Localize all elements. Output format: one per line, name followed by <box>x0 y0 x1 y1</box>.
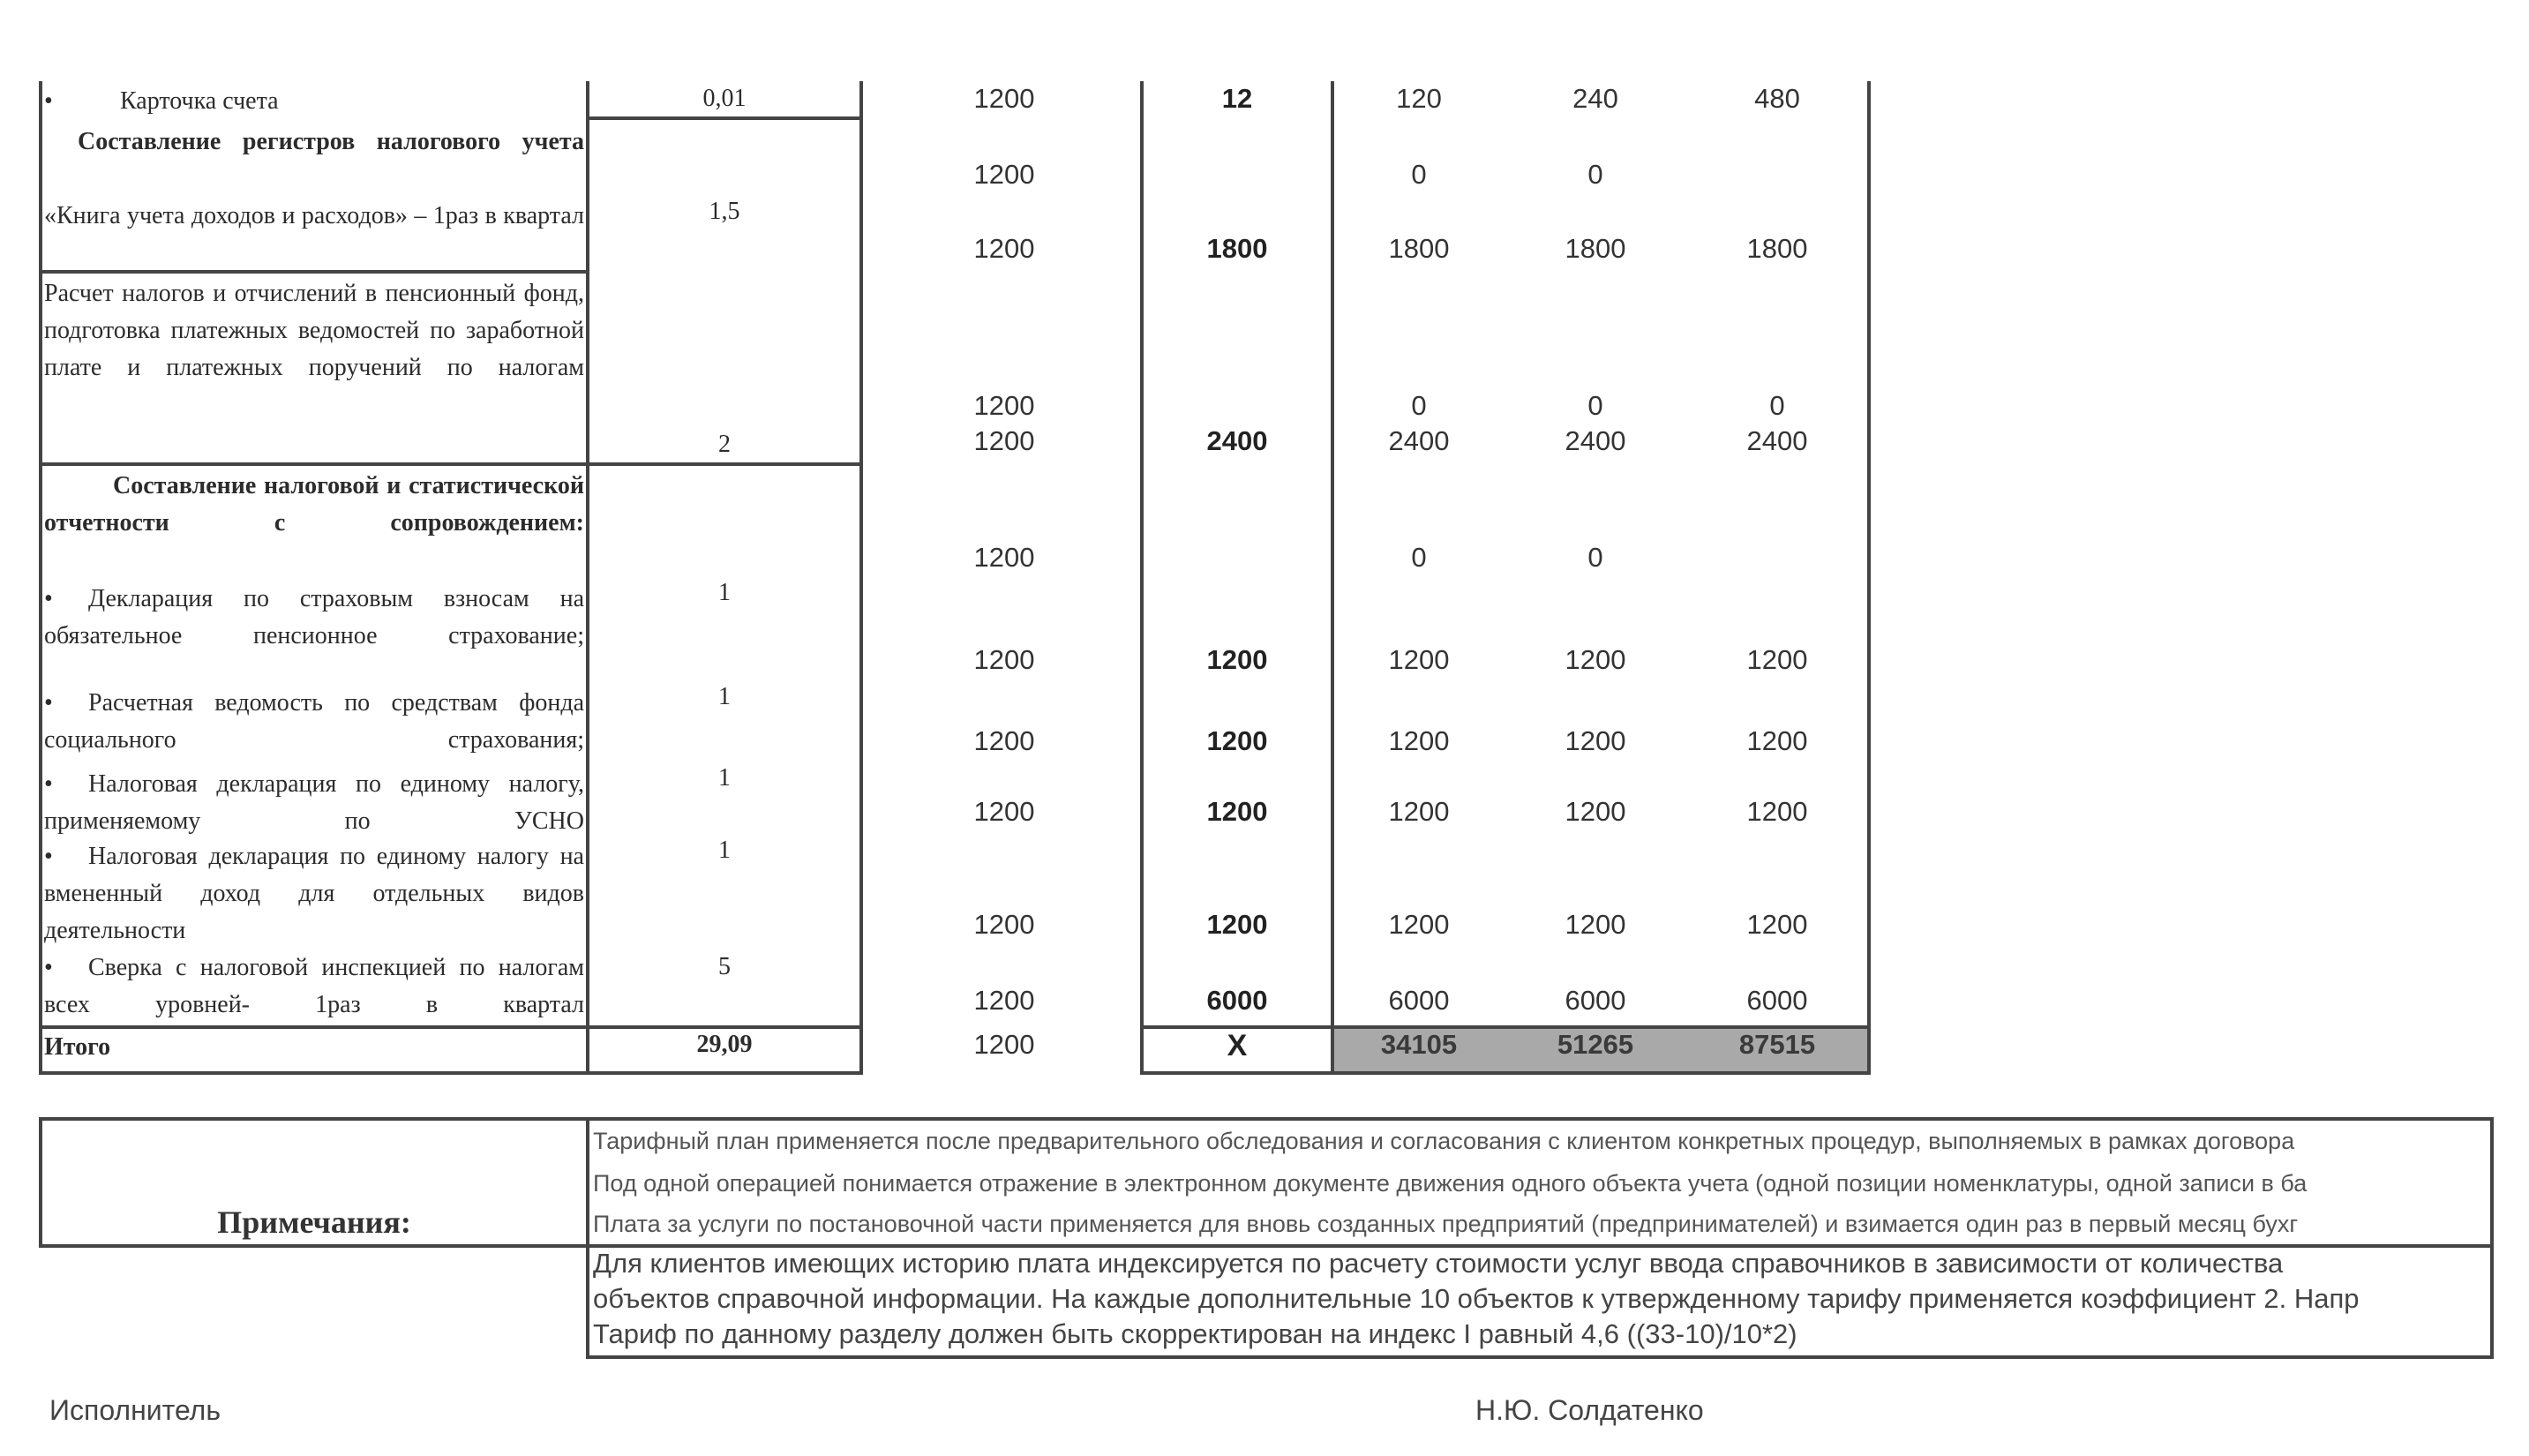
row-11-qty: 5 <box>718 953 731 980</box>
row-4-v1: 0 <box>1411 390 1427 421</box>
row-3-desc: «Книга учета доходов и расходов» – 1раз в квартал <box>44 202 584 229</box>
row-9-sum: 1200 <box>1206 796 1268 827</box>
executor-name: Н.Ю. Солдатенко <box>1475 1394 1704 1426</box>
row-5-sum: 2400 <box>1206 425 1268 456</box>
row-4-desc: Расчет налогов и отчислений в пенсионный фонд, подготовка платежных ведомостей по заработной плате и платежных поручений по налогам <box>44 280 584 381</box>
row-9-desc: • Налоговая декларация по единому налогу, применяемому по УСНО <box>44 766 584 840</box>
row-3-qty: 1,5 <box>709 198 740 225</box>
row-11-v3: 6000 <box>1746 985 1808 1016</box>
row-4-rate: 1200 <box>973 390 1035 421</box>
row-3-v2: 1800 <box>1565 233 1626 264</box>
row-11-desc: • Сверка с налоговой инспекцией по налогам всех уровней- 1раз в квартал <box>44 949 584 1024</box>
note-line-4: Для клиентов имеющих историю плата индексируется по расчету стоимости услуг ввода справочников в зависимости от количества <box>593 1248 2284 1279</box>
row-7-v1: 1200 <box>1388 644 1450 675</box>
row-10-v3: 1200 <box>1746 909 1808 940</box>
row-2-desc: Составление регистров налогового учета <box>78 128 584 155</box>
row-10-v2: 1200 <box>1565 909 1626 940</box>
row-9-v2: 1200 <box>1565 796 1626 827</box>
total-rate: 1200 <box>973 1029 1035 1060</box>
note-line-2: Под одной операцией понимается отражение в электронном документе движения одного объекта учета (одной позиции номенклатуры, одной записи в ба <box>593 1170 2308 1197</box>
row-11-rate: 1200 <box>973 985 1035 1016</box>
row-1-v3: 480 <box>1754 83 1800 114</box>
row-6-v1: 0 <box>1411 542 1427 573</box>
row-1-v1: 120 <box>1396 83 1442 114</box>
bullet-icon: • <box>44 954 53 981</box>
row-10-sum: 1200 <box>1206 909 1268 940</box>
row-1-rate: 1200 <box>973 83 1035 114</box>
row-3-sum: 1800 <box>1206 233 1268 264</box>
row-10-rate: 1200 <box>973 909 1035 940</box>
bullet-icon: • <box>44 770 53 798</box>
row-9-rate: 1200 <box>973 796 1035 827</box>
row-3-v3: 1800 <box>1746 233 1808 264</box>
note-line-6: Тариф по данному разделу должен быть скорректирован на индекс I равный 4,6 ((33-10)/10*2) <box>593 1318 1797 1349</box>
row-7-sum: 1200 <box>1206 644 1268 675</box>
note-line-5: объектов справочной информации. На каждые дополнительные 10 объектов к утвержденному тарифу применяется коэффициент 2. Напр <box>593 1283 2360 1314</box>
row-1-v2: 240 <box>1572 83 1618 114</box>
row-10-desc: • Налоговая декларация по единому налогу на вмененный доход для отдельных видов деятельности <box>44 838 584 949</box>
row-5-qty: 2 <box>718 431 731 458</box>
row-1-qty: 0,01 <box>702 85 747 112</box>
row-6-v2: 0 <box>1587 542 1603 573</box>
row-11-v2: 6000 <box>1565 985 1626 1016</box>
row-11-v1: 6000 <box>1388 985 1450 1016</box>
row-2-v1: 0 <box>1411 159 1427 190</box>
bullet-icon: • <box>44 87 53 115</box>
row-2-v2: 0 <box>1587 159 1603 190</box>
row-7-qty: 1 <box>718 579 731 606</box>
total-v1: 34105 <box>1380 1029 1458 1060</box>
row-8-sum: 1200 <box>1206 725 1268 756</box>
row-7-v3: 1200 <box>1746 644 1808 675</box>
row-8-v1: 1200 <box>1388 725 1450 756</box>
row-8-qty: 1 <box>718 683 731 710</box>
row-5-v1: 2400 <box>1388 425 1450 456</box>
total-label: Итого <box>44 1033 111 1061</box>
note-line-1: Тарифный план применяется после предварительного обследования и согласования с клиентом конкретных процедур, выполняемых в рамках договора <box>593 1128 2295 1154</box>
row-7-rate: 1200 <box>973 644 1035 675</box>
row-11-sum: 6000 <box>1206 985 1268 1016</box>
total-v3: 87515 <box>1738 1029 1816 1060</box>
row-4-v2: 0 <box>1587 390 1603 421</box>
row-1-desc: • Карточка счета <box>44 83 584 120</box>
row-9-v3: 1200 <box>1746 796 1808 827</box>
bullet-icon: • <box>44 689 53 717</box>
row-8-rate: 1200 <box>973 725 1035 756</box>
row-9-qty: 1 <box>718 764 731 792</box>
row-2-rate: 1200 <box>973 159 1035 190</box>
notes-label: Примечания: <box>217 1205 411 1240</box>
executor-label: Исполнитель <box>49 1394 221 1426</box>
row-7-v2: 1200 <box>1565 644 1626 675</box>
row-7-desc: • Декларация по страховым взносам на обязательное пенсионное страхование; <box>44 581 584 655</box>
row-4-v3: 0 <box>1769 390 1785 421</box>
row-6-desc: Составление налоговой и статистической отчетности с сопровождением: <box>44 472 584 537</box>
row-9-v1: 1200 <box>1388 796 1450 827</box>
row-3-rate: 1200 <box>973 233 1035 264</box>
row-5-v3: 2400 <box>1746 425 1808 456</box>
bullet-icon: • <box>44 585 53 612</box>
row-8-v2: 1200 <box>1565 725 1626 756</box>
row-5-rate: 1200 <box>973 425 1035 456</box>
total-sum: Х <box>1227 1029 1248 1062</box>
row-8-desc: • Расчетная ведомость по средствам фонда социального страхования; <box>44 685 584 759</box>
row-6-rate: 1200 <box>973 542 1035 573</box>
row-10-v1: 1200 <box>1388 909 1450 940</box>
total-qty: 29,09 <box>696 1031 753 1058</box>
row-5-v2: 2400 <box>1565 425 1626 456</box>
bullet-icon: • <box>44 843 53 870</box>
row-1-sum: 12 <box>1221 83 1253 114</box>
row-3-v1: 1800 <box>1388 233 1450 264</box>
row-8-v3: 1200 <box>1746 725 1808 756</box>
row-10-qty: 1 <box>718 837 731 864</box>
total-v2: 51265 <box>1557 1029 1634 1060</box>
note-line-3: Плата за услуги по постановочной части применяется для вновь созданных предприятий (предпринимателей) и взимается один раз в первый месяц бухг <box>593 1211 2299 1237</box>
